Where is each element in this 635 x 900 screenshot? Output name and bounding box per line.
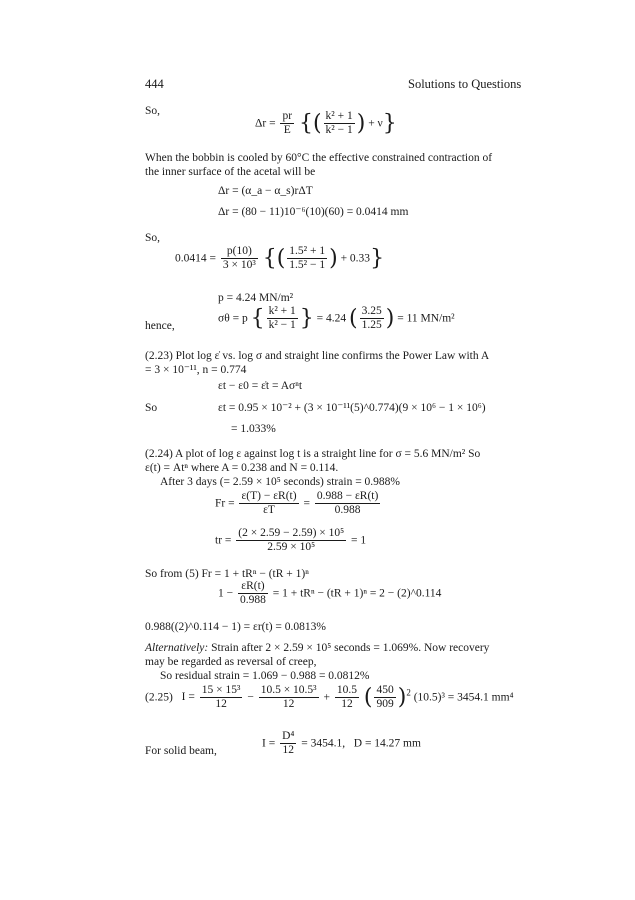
frac-num: (2 × 2.59 − 2.59) × 10⁵ bbox=[236, 527, 346, 541]
equation-delta-r-formula: Δr = $\frac{pr}{E}$ {( $\frac{\text{k² + 1}}{\text{k² − 1}}$ ) + ν} bbox=[255, 110, 397, 137]
eq-lhs: Fr = bbox=[215, 497, 235, 510]
equation-strain-calc: εt = 0.95 × 10⁻² + (3 × 10⁻¹¹(5)^0.774)(9 × 10⁶ − 1 × 10⁶) bbox=[218, 402, 486, 414]
so-label: So bbox=[145, 402, 158, 414]
frac-den: 12 bbox=[282, 744, 294, 757]
text-residual-strain: So residual strain = 1.069 − 0.988 = 0.0812% bbox=[160, 670, 370, 682]
frac-num: 10.5 × 10.5³ bbox=[259, 684, 319, 698]
frac-den: 1.25 bbox=[361, 319, 382, 332]
question-2-25-label: (2.25) bbox=[145, 691, 173, 704]
frac-num: pr bbox=[280, 110, 294, 124]
frac-num: 1.5² + 1 bbox=[287, 245, 327, 259]
fraction-3-25 bbox=[360, 305, 384, 332]
frac-den: 12 bbox=[341, 698, 353, 711]
frac-den: 12 bbox=[282, 698, 295, 711]
frac-den: 2.59 × 10⁵ bbox=[267, 541, 316, 554]
text-so-from-5: So from (5) Fr = 1 + tRⁿ − (tR + 1)ⁿ bbox=[145, 568, 309, 580]
frac-num: 450 bbox=[374, 684, 395, 698]
eq-mid: = 4.24 bbox=[316, 312, 347, 325]
frac-num: 0.988 − εR(t) bbox=[315, 490, 380, 504]
fraction-p10 bbox=[221, 245, 258, 272]
equation-second-moment: (2.25) I = $\frac{\text{15 × 15³}}{12}$ − $\frac{\text{10.5 × 10.5³}}{12}$ + $\frac{10.5}{12}$ ( $\frac{450}{909}$ )$^2$ (10.5)³ = 3454.1 mm⁴ bbox=[145, 684, 514, 711]
eq-lhs: I = bbox=[181, 691, 195, 704]
fraction-4 bbox=[374, 684, 395, 711]
frac-num: k² + 1 bbox=[267, 305, 298, 319]
eq-tail: + 0.33 bbox=[340, 252, 371, 265]
eq-lhs: I = bbox=[262, 737, 276, 750]
paragraph-alternatively bbox=[145, 642, 495, 670]
equation-hoop-stress: σθ = p { $\frac{\text{k² + 1}}{\text{k² − 1}}$ } = 4.24 ( $\frac{3.25}{1.25}$ ) = 11 MN/m² bbox=[218, 305, 455, 332]
frac-num: 10.5 bbox=[335, 684, 359, 698]
hence-label: hence, bbox=[145, 320, 175, 332]
fraction-k bbox=[324, 110, 355, 137]
label-alternatively: Alternatively: bbox=[145, 642, 209, 654]
equation-power-law: εt − ε0 = ε̇t = Aσⁿt bbox=[218, 380, 303, 392]
fraction-2 bbox=[259, 684, 319, 711]
frac-num: k² + 1 bbox=[324, 110, 355, 124]
text-after-3-days: After 3 days (= 2.59 × 10⁵ seconds) strain = 0.988% bbox=[160, 476, 401, 488]
question-2-24: (2.24) A plot of log ε against log t is a straight line for σ = 5.6 MN/m² So ε(t) = Atⁿ where A = 0.238 and N = 0.114. bbox=[145, 448, 481, 474]
equation-recovery bbox=[218, 580, 441, 607]
frac-num: εR(t) bbox=[238, 580, 268, 594]
eq-tail: = 3454.1, D = 14.27 mm bbox=[301, 737, 421, 750]
fraction-tr bbox=[236, 527, 346, 554]
eq-lhs: tr = bbox=[215, 534, 232, 547]
eq-op: + bbox=[323, 691, 330, 704]
equation-delta-r-value: Δr = (80 − 11)10⁻⁶(10)(60) = 0.0414 mm bbox=[218, 206, 409, 218]
fraction-fr-1 bbox=[239, 490, 298, 517]
fraction-er bbox=[238, 580, 268, 607]
frac-den: E bbox=[283, 124, 291, 137]
running-title: Solutions to Questions bbox=[408, 77, 522, 91]
frac-den: 3 × 10³ bbox=[222, 259, 256, 272]
frac-den: k² − 1 bbox=[325, 124, 353, 137]
eq-op: − bbox=[247, 691, 254, 704]
frac-num: ε(T) − εR(t) bbox=[239, 490, 298, 504]
eq-tail: (10.5)³ = 3454.1 mm⁴ bbox=[413, 691, 514, 704]
frac-num: p(10) bbox=[221, 245, 258, 259]
equation-residual-strain: 0.988((2)^0.114 − 1) = εr(t) = 0.0813% bbox=[145, 621, 326, 633]
equation-fr bbox=[215, 490, 382, 517]
frac-den: 0.988 bbox=[240, 594, 266, 607]
eq-lhs: 0.0414 = bbox=[175, 252, 216, 265]
eq-tail: + ν bbox=[368, 117, 383, 130]
eq-tail: = 11 MN/m² bbox=[397, 312, 455, 325]
equation-delta-r-alpha: Δr = (α_a − α_s)rΔT bbox=[218, 185, 313, 197]
equation-p-value: p = 4.24 MN/m² bbox=[218, 292, 294, 304]
fraction-1-5 bbox=[287, 245, 327, 272]
fraction-fr-2 bbox=[315, 490, 380, 517]
frac-num: 15 × 15³ bbox=[200, 684, 243, 698]
frac-den: 12 bbox=[215, 698, 227, 711]
fraction-pr-over-e bbox=[280, 110, 294, 137]
fraction-1 bbox=[200, 684, 243, 711]
question-2-23: (2.23) Plot log ε̇ vs. log σ and straight line confirms the Power Law with A = 3 × 10⁻¹¹, n = 0.774 bbox=[145, 350, 489, 376]
paragraph-cooling: When the bobbin is cooled by 60°C the effective constrained contraction of the inner surface of the acetal will be bbox=[145, 152, 493, 178]
so-label: So, bbox=[145, 105, 161, 117]
so-label: So, bbox=[145, 232, 161, 244]
frac-den: εT bbox=[263, 504, 275, 517]
frac-den: 909 bbox=[376, 698, 394, 711]
equation-tr bbox=[215, 527, 366, 554]
eq-tail: = 1 + tRⁿ − (tR + 1)ⁿ = 2 − (2)^0.114 bbox=[272, 587, 442, 600]
eq-equals: = bbox=[303, 497, 310, 510]
eq-lhs: Δr = bbox=[255, 117, 276, 130]
fraction-3 bbox=[335, 684, 359, 711]
fraction-d4 bbox=[280, 730, 296, 757]
page-number: 444 bbox=[145, 77, 164, 91]
eq-tail: = 1 bbox=[351, 534, 367, 547]
frac-den: 1.5² − 1 bbox=[289, 259, 326, 272]
fraction-k bbox=[267, 305, 298, 332]
label-solid-beam: For solid beam, bbox=[145, 745, 217, 757]
text-alternatively: Strain after 2 × 2.59 × 10⁵ seconds = 1.069%. Now recovery may be regarded as reversal of creep, bbox=[145, 642, 490, 668]
frac-num: 3.25 bbox=[360, 305, 384, 319]
frac-den: k² − 1 bbox=[268, 319, 296, 332]
equation-solve-p: 0.0414 = $\frac{p(10)}{\text{3 × 10³}}$ {( $\frac{\text{1.5² + 1}}{\text{1.5² − 1}}$ ) + 0.33} bbox=[175, 245, 385, 272]
eq-lhs: 1 − bbox=[218, 587, 234, 600]
frac-num: D⁴ bbox=[280, 730, 296, 744]
equation-strain-result: = 1.033% bbox=[231, 423, 276, 435]
eq-lhs: σθ = p bbox=[218, 312, 248, 325]
equation-solid-beam bbox=[262, 730, 421, 757]
frac-den: 0.988 bbox=[334, 504, 361, 517]
